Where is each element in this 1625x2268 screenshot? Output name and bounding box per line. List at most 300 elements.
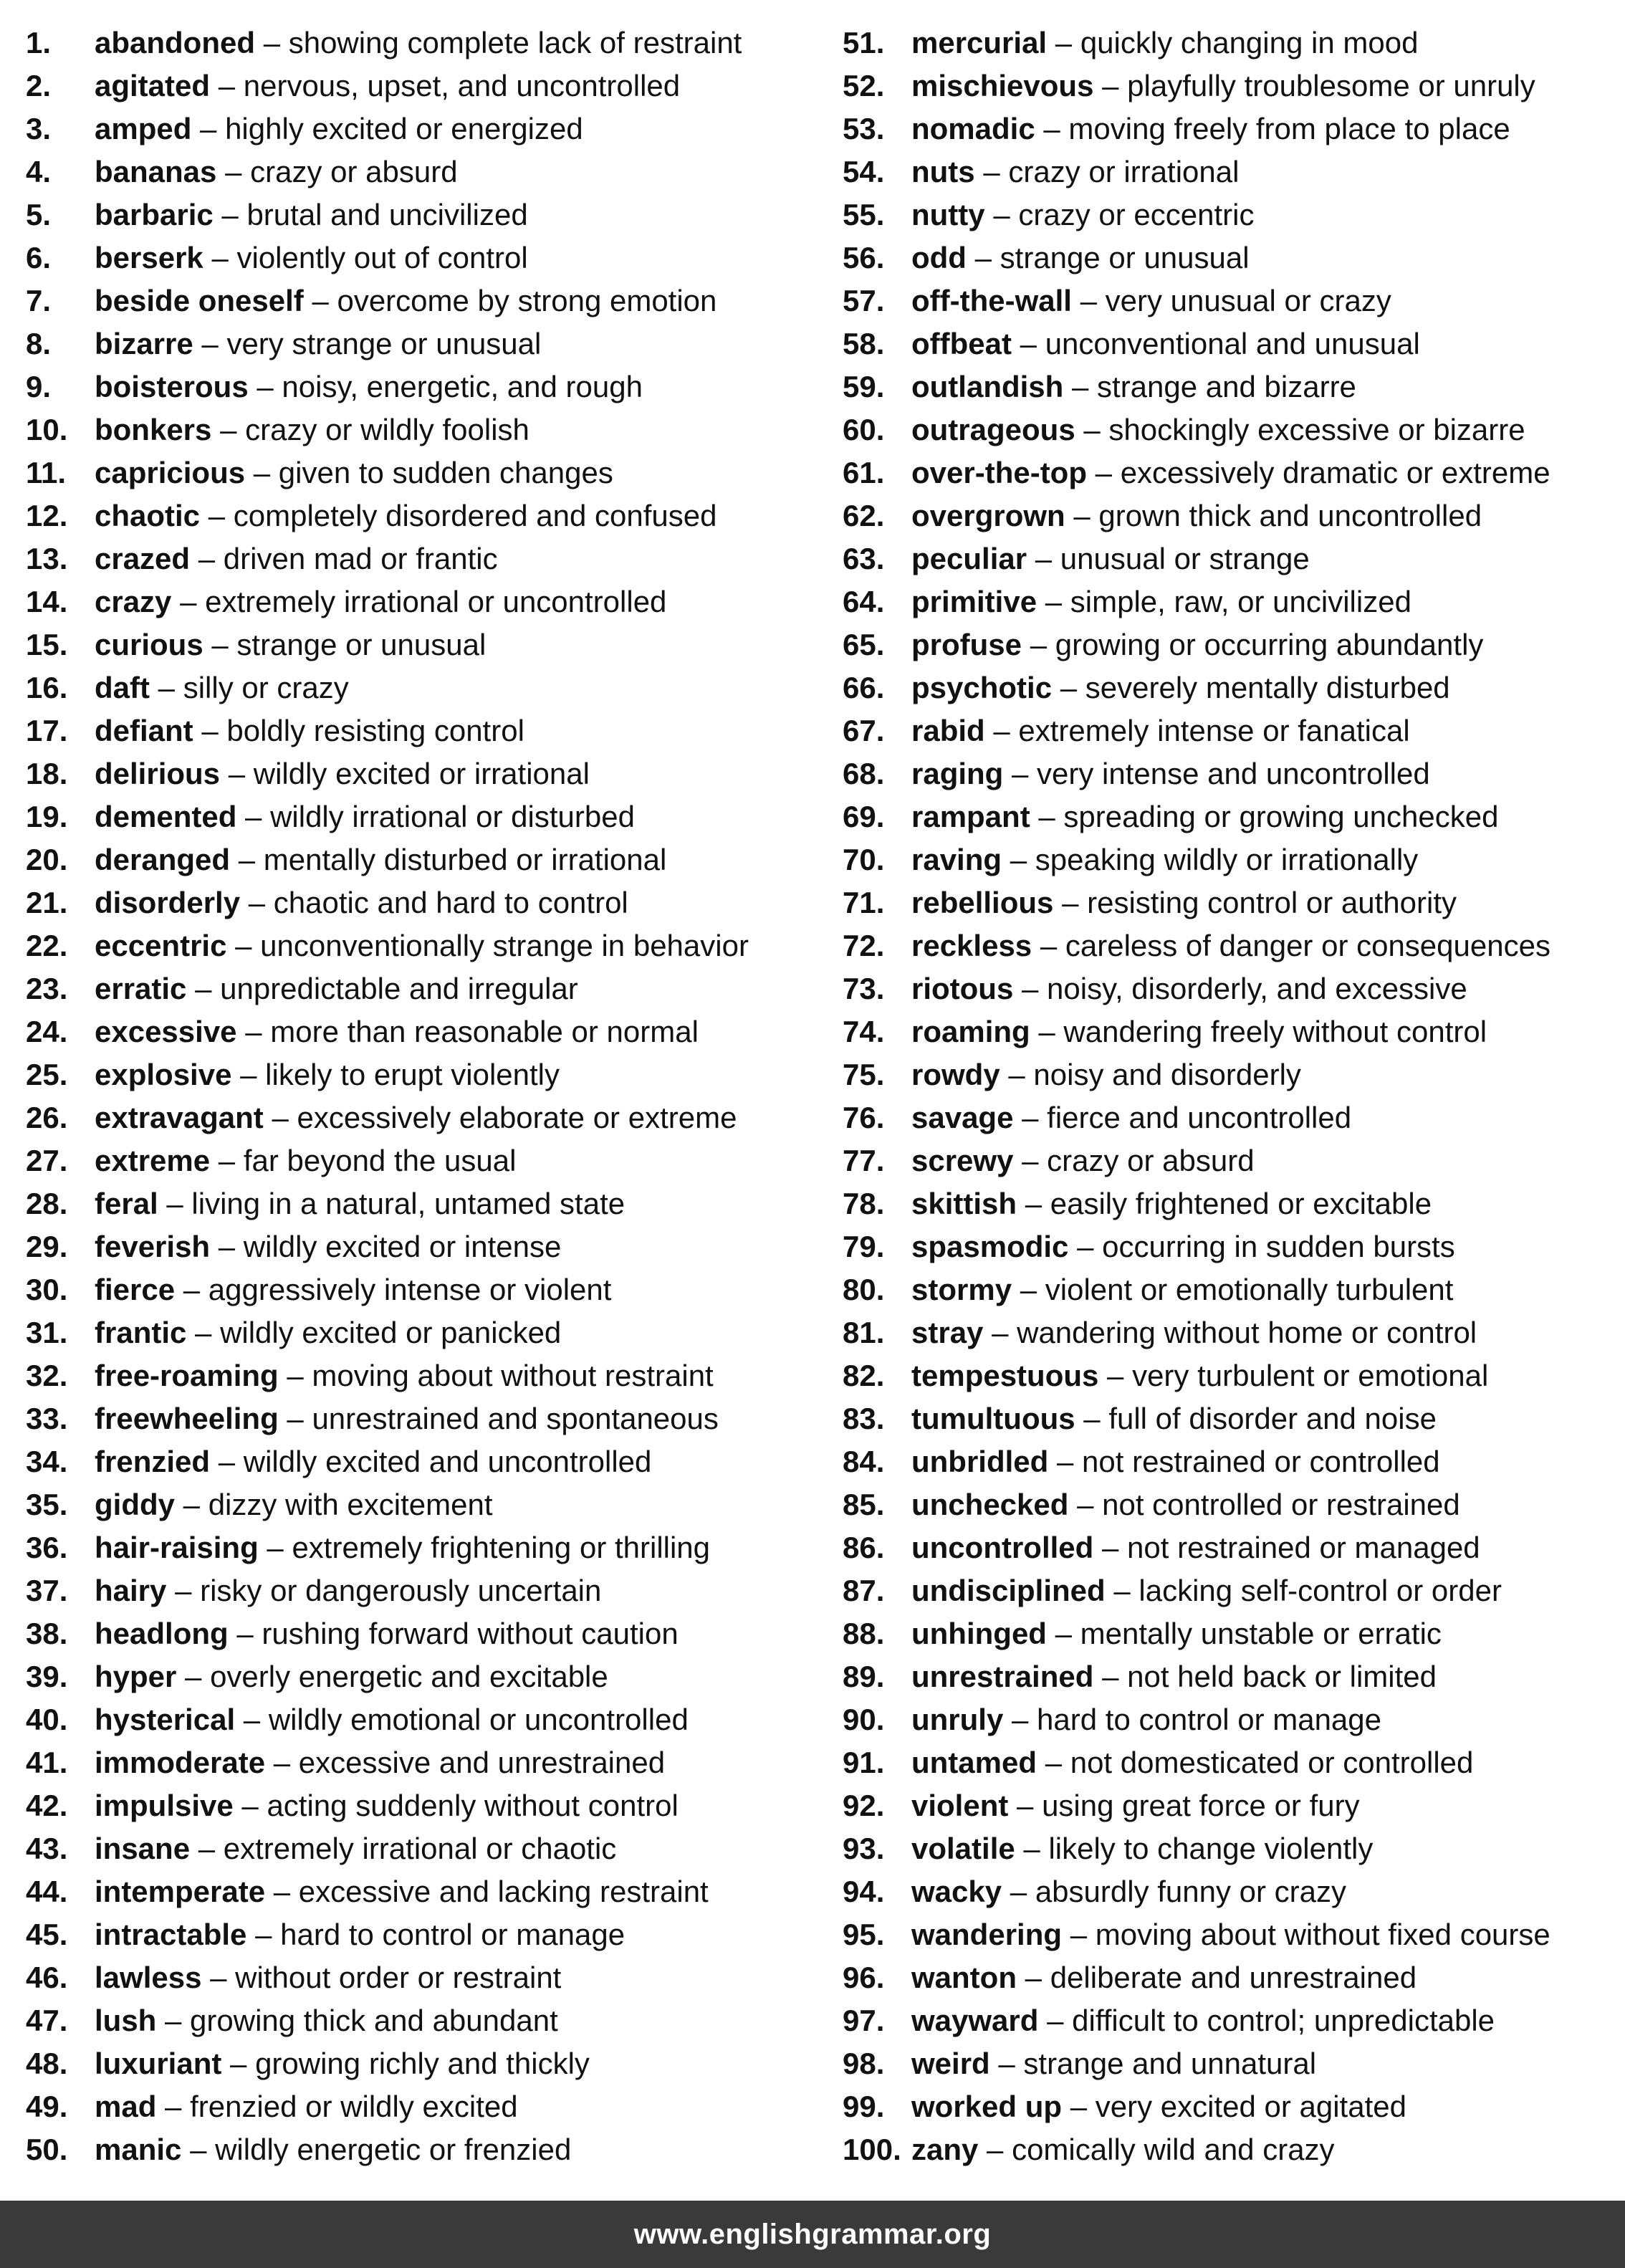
entry-definition: hard to control or manage [280,1918,625,1951]
entry-definition: very intense and uncontrolled [1037,757,1430,790]
entry-word: raging [911,757,1004,790]
entry-definition: driven mad or frantic [223,542,498,575]
entry-word: feverish [95,1230,211,1263]
entry-definition: crazy or eccentric [1018,198,1255,231]
entry-number: 7. [26,284,52,317]
entry-definition: strange or unusual [236,628,486,661]
entry-number: 44. [26,1875,68,1908]
entry-word: outrageous [911,413,1075,446]
entry-word: boisterous [95,370,249,403]
entry-word: headlong [95,1617,229,1650]
entry-definition: hard to control or manage [1037,1703,1381,1736]
entry-number: 36. [26,1531,68,1564]
entry-number: 50. [26,2133,68,2166]
entry-definition: occurring in sudden bursts [1102,1230,1455,1263]
entry-definition: unpredictable and irregular [220,972,578,1005]
entry-number: 84. [843,1445,885,1478]
entry-number: 66. [843,671,885,704]
entry-number: 89. [843,1660,885,1693]
entry-definition: wildly excited or intense [243,1230,562,1263]
entry-separator: – [248,886,266,919]
entry-definition: not restrained or controlled [1082,1445,1440,1478]
entry-definition: wandering freely without control [1063,1015,1487,1048]
entry-number: 41. [26,1746,68,1779]
entry-separator: – [1072,370,1089,403]
entry-definition: spreading or growing unchecked [1063,800,1499,833]
entry-separator: – [158,671,176,704]
entry-definition: moving about without fixed course [1095,1918,1550,1951]
list-item [843,451,1616,494]
entry-separator: – [195,1316,212,1349]
entry-word: wanton [911,1961,1017,1994]
entry-number: 9. [26,370,52,403]
entry-number: 30. [26,1273,68,1306]
entry-separator: – [1057,1445,1074,1478]
entry-word: undisciplined [911,1574,1106,1607]
entry-word: volatile [911,1832,1015,1865]
entry-number: 91. [843,1746,885,1779]
list-item [26,1440,828,1483]
entry-definition: violently out of control [236,241,528,274]
entry-word: hysterical [95,1703,236,1736]
entry-word: chaotic [95,499,201,532]
entry-separator: – [230,2047,247,2080]
entry-separator: – [240,1058,257,1091]
entry-number: 31. [26,1316,68,1349]
list-item [843,1397,1616,1440]
entry-number: 37. [26,1574,68,1607]
entry-number: 28. [26,1187,68,1220]
list-item [26,752,828,795]
entry-word: tempestuous [911,1359,1099,1392]
entry-word: defiant [95,714,193,747]
entry-separator: – [287,1402,304,1435]
list-item [843,1354,1616,1397]
entry-word: lawless [95,1961,202,1994]
entry-word: unrestrained [911,1660,1094,1693]
list-item [843,580,1616,623]
entry-word: overgrown [911,499,1065,532]
entry-number: 60. [843,413,885,446]
entry-definition: likely to change violently [1048,1832,1374,1865]
entry-number: 73. [843,972,885,1005]
list-item [26,64,828,107]
footer-url[interactable]: www.englishgrammar.org [633,2218,992,2250]
entry-separator: – [983,155,1000,188]
entry-separator: – [1077,1488,1094,1521]
entry-separator: – [253,456,271,489]
entry-word: free-roaming [95,1359,279,1392]
entry-separator: – [1025,1961,1042,1994]
entry-definition: noisy and disorderly [1033,1058,1301,1091]
entry-definition: playfully troublesome or unruly [1127,69,1535,102]
entry-definition: growing or occurring abundantly [1055,628,1484,661]
entry-number: 2. [26,69,52,102]
entry-definition: extremely irrational or chaotic [223,1832,617,1865]
entry-separator: – [236,1617,254,1650]
entry-number: 46. [26,1961,68,1994]
entry-definition: resisting control or authority [1087,886,1457,919]
entry-separator: – [993,198,1010,231]
footer-bar [0,2201,1625,2268]
entry-separator: – [183,1273,201,1306]
entry-number: 23. [26,972,68,1005]
entry-separator: – [175,1574,192,1607]
entry-definition: extremely intense or fanatical [1018,714,1410,747]
list-item [26,2042,828,2085]
entry-word: berserk [95,241,203,274]
entry-definition: strange or unusual [1000,241,1250,274]
list-item [843,1225,1616,1268]
entry-definition: easily frightened or excitable [1050,1187,1432,1220]
entry-separator: – [1073,499,1090,532]
entry-number: 90. [843,1703,885,1736]
entry-word: feral [95,1187,158,1220]
entry-number: 56. [843,241,885,274]
entry-number: 29. [26,1230,68,1263]
list-item [843,967,1616,1010]
entry-separator: – [1070,2090,1088,2123]
entry-number: 54. [843,155,885,188]
list-item [843,365,1616,408]
entry-definition: grown thick and uncontrolled [1098,499,1482,532]
entry-word: screwy [911,1144,1014,1177]
entry-separator: – [998,2047,1015,2080]
list-item [843,1655,1616,1698]
list-item [26,580,828,623]
entry-separator: – [1047,2004,1064,2037]
entry-separator: – [273,1746,291,1779]
entry-separator: – [974,241,992,274]
entry-definition: lacking self-control or order [1139,1574,1502,1607]
entry-word: agitated [95,69,211,102]
entry-separator: – [195,972,212,1005]
entry-separator: – [198,1832,216,1865]
entry-separator: – [208,499,226,532]
entry-number: 5. [26,198,52,231]
entry-number: 17. [26,714,68,747]
entry-definition: chaotic and hard to control [273,886,628,919]
entry-separator: – [1012,1703,1029,1736]
entry-separator: – [1023,1832,1040,1865]
list-item [843,1010,1616,1053]
list-item [26,1354,828,1397]
entry-definition: brutal and uncivilized [246,198,528,231]
entry-word: rampant [911,800,1030,833]
list-item [26,1870,828,1913]
entry-number: 57. [843,284,885,317]
list-item [26,1913,828,1956]
entry-definition: comically wild and crazy [1012,2133,1335,2166]
list-item [26,881,828,924]
entry-definition: severely mentally disturbed [1085,671,1450,704]
entry-number: 4. [26,155,52,188]
entry-word: raving [911,843,1002,876]
entry-number: 14. [26,585,68,618]
entry-separator: – [1038,1015,1055,1048]
entry-number: 24. [26,1015,68,1048]
entry-number: 86. [843,1531,885,1564]
entry-separator: – [1107,1359,1124,1392]
list-item [26,279,828,322]
entry-word: weird [911,2047,990,2080]
entry-separator: – [235,929,252,962]
entry-number: 12. [26,499,68,532]
entry-separator: – [1055,26,1073,59]
list-item [843,1311,1616,1354]
entry-separator: – [210,1961,227,1994]
list-item [26,1225,828,1268]
entry-definition: fierce and uncontrolled [1047,1101,1352,1134]
entry-definition: full of disorder and noise [1108,1402,1437,1435]
entry-number: 20. [26,843,68,876]
entry-definition: noisy, energetic, and rough [282,370,643,403]
entry-word: nomadic [911,112,1035,145]
entry-word: hairy [95,1574,167,1607]
entry-separator: – [241,1789,259,1822]
list-item [843,881,1616,924]
entry-definition: deliberate and unrestrained [1050,1961,1417,1994]
entry-definition: mentally unstable or erratic [1080,1617,1442,1650]
list-item [843,924,1616,967]
entry-separator: – [211,241,229,274]
list-item [26,365,828,408]
entry-number: 79. [843,1230,885,1263]
entry-definition: unconventional and unusual [1045,327,1420,360]
list-item [26,1483,828,1526]
entry-separator: – [255,1918,272,1951]
list-item [26,1569,828,1612]
entry-definition: difficult to control; unpredictable [1072,2004,1495,2037]
entry-separator: – [273,1875,291,1908]
entry-separator: – [1012,757,1029,790]
entry-number: 76. [843,1101,885,1134]
entry-separator: – [1045,1746,1063,1779]
entry-separator: – [185,1660,202,1693]
entry-separator: – [220,413,237,446]
entry-word: giddy [95,1488,175,1521]
entry-definition: unrestrained and spontaneous [312,1402,719,1435]
entry-separator: – [312,284,329,317]
entry-definition: moving about without restraint [312,1359,714,1392]
entry-number: 97. [843,2004,885,2037]
entry-definition: unusual or strange [1060,542,1310,575]
list-item [843,838,1616,881]
entry-word: bizarre [95,327,193,360]
list-item [26,1698,828,1741]
entry-separator: – [228,757,246,790]
entry-word: rowdy [911,1058,1000,1091]
entry-word: offbeat [911,327,1012,360]
entry-word: fierce [95,1273,176,1306]
list-item [843,107,1616,150]
entry-number: 27. [26,1144,68,1177]
entry-separator: – [1035,542,1053,575]
entry-separator: – [1020,327,1037,360]
entry-definition: living in a natural, untamed state [191,1187,625,1220]
entry-definition: likely to erupt violently [265,1058,560,1091]
entry-definition: excessive and unrestrained [298,1746,666,1779]
entry-separator: – [992,1316,1009,1349]
list-item [843,666,1616,709]
entry-word: eccentric [95,929,227,962]
entry-definition: careless of danger or consequences [1065,929,1550,962]
list-item [843,322,1616,365]
entry-number: 1. [26,26,52,59]
entry-definition: growing richly and thickly [255,2047,590,2080]
entry-number: 92. [843,1789,885,1822]
entry-number: 18. [26,757,68,790]
entry-word: roaming [911,1015,1030,1048]
list-item [26,1612,828,1655]
list-item [843,2085,1616,2128]
entry-word: stray [911,1316,984,1349]
entry-separator: – [201,327,219,360]
list-item [26,1827,828,1870]
entry-definition: very strange or unusual [226,327,542,360]
list-item [843,1999,1616,2042]
list-item [843,1268,1616,1311]
entry-separator: – [287,1359,304,1392]
list-item [843,1870,1616,1913]
entry-number: 75. [843,1058,885,1091]
entry-separator: – [198,542,216,575]
entry-word: over-the-top [911,456,1087,489]
entry-word: barbaric [95,198,214,231]
entry-definition: not domesticated or controlled [1070,1746,1474,1779]
entry-word: off-the-wall [911,284,1072,317]
entry-number: 78. [843,1187,885,1220]
entry-number: 13. [26,542,68,575]
entry-separator: – [218,1230,236,1263]
entry-number: 11. [26,456,67,489]
list-item [843,408,1616,451]
list-item [26,21,828,64]
entry-word: extravagant [95,1101,264,1134]
list-item [26,236,828,279]
entry-separator: – [1102,1660,1119,1693]
entry-word: hyper [95,1660,177,1693]
list-item [843,64,1616,107]
entry-separator: – [1030,628,1048,661]
entry-separator: – [1008,1058,1025,1091]
list-item [26,193,828,236]
entry-word: spasmodic [911,1230,1069,1263]
entry-number: 99. [843,2090,885,2123]
entry-definition: excessively elaborate or extreme [297,1101,737,1134]
entry-separator: – [1113,1574,1131,1607]
entry-word: peculiar [911,542,1027,575]
list-item [26,537,828,580]
list-item [843,1956,1616,1999]
entry-separator: – [218,1445,236,1478]
entry-separator: – [183,1488,201,1521]
entry-word: rabid [911,714,985,747]
entry-word: odd [911,241,967,274]
list-item [26,1784,828,1827]
entry-number: 93. [843,1832,885,1865]
list-item [843,795,1616,838]
entry-number: 62. [843,499,885,532]
entry-word: disorderly [95,886,241,919]
entry-separator: – [1062,886,1079,919]
entry-word: demented [95,800,237,833]
entry-word: wacky [911,1875,1002,1908]
entry-number: 68. [843,757,885,790]
entry-word: explosive [95,1058,232,1091]
list-item [843,709,1616,752]
entry-word: unchecked [911,1488,1069,1521]
entry-number: 3. [26,112,52,145]
list-item [26,2128,828,2171]
entry-word: abandoned [95,26,256,59]
entry-separator: – [1020,1273,1037,1306]
list-item [843,1741,1616,1784]
entry-definition: completely disordered and confused [233,499,717,532]
entry-separator: – [1102,69,1119,102]
entry-word: skittish [911,1187,1017,1220]
list-item [26,666,828,709]
entry-definition: boldly resisting control [226,714,524,747]
list-item [26,1655,828,1698]
entry-number: 51. [843,26,885,59]
list-item [843,1483,1616,1526]
entry-number: 26. [26,1101,68,1134]
list-item [843,2128,1616,2171]
list-item [26,967,828,1010]
entry-word: delirious [95,757,221,790]
entry-number: 74. [843,1015,885,1048]
entry-definition: silly or crazy [183,671,349,704]
entry-word: reckless [911,929,1032,962]
list-item [26,838,828,881]
entry-number: 58. [843,327,885,360]
entry-separator: – [166,1187,183,1220]
entry-word: curious [95,628,203,661]
entry-number: 67. [843,714,885,747]
entry-number: 19. [26,800,68,833]
entry-word: impulsive [95,1789,234,1822]
list-item [843,1784,1616,1827]
entry-word: manic [95,2133,182,2166]
list-item [843,1182,1616,1225]
entry-separator: – [221,198,239,231]
list-item [843,1612,1616,1655]
word-list-column-right [843,21,1616,2171]
entry-number: 35. [26,1488,68,1521]
list-item [26,1956,828,1999]
entry-separator: – [1038,800,1055,833]
entry-number: 48. [26,2047,68,2080]
entry-definition: quickly changing in mood [1080,26,1419,59]
entry-number: 95. [843,1918,885,1951]
entry-word: untamed [911,1746,1037,1779]
entry-separator: – [1040,929,1058,962]
entry-definition: overcome by strong emotion [337,284,717,317]
word-list-column-left [26,21,828,2171]
entry-definition: moving freely from place to place [1068,112,1510,145]
entry-definition: not held back or limited [1127,1660,1437,1693]
entry-separator: – [190,2133,207,2166]
entry-number: 43. [26,1832,68,1865]
entry-separator: – [165,2004,182,2037]
entry-word: mad [95,2090,157,2123]
entry-separator: – [1083,413,1101,446]
entry-definition: risky or dangerously uncertain [200,1574,602,1607]
word-list [0,21,1625,2171]
entry-word: bonkers [95,413,212,446]
entry-separator: – [225,155,242,188]
